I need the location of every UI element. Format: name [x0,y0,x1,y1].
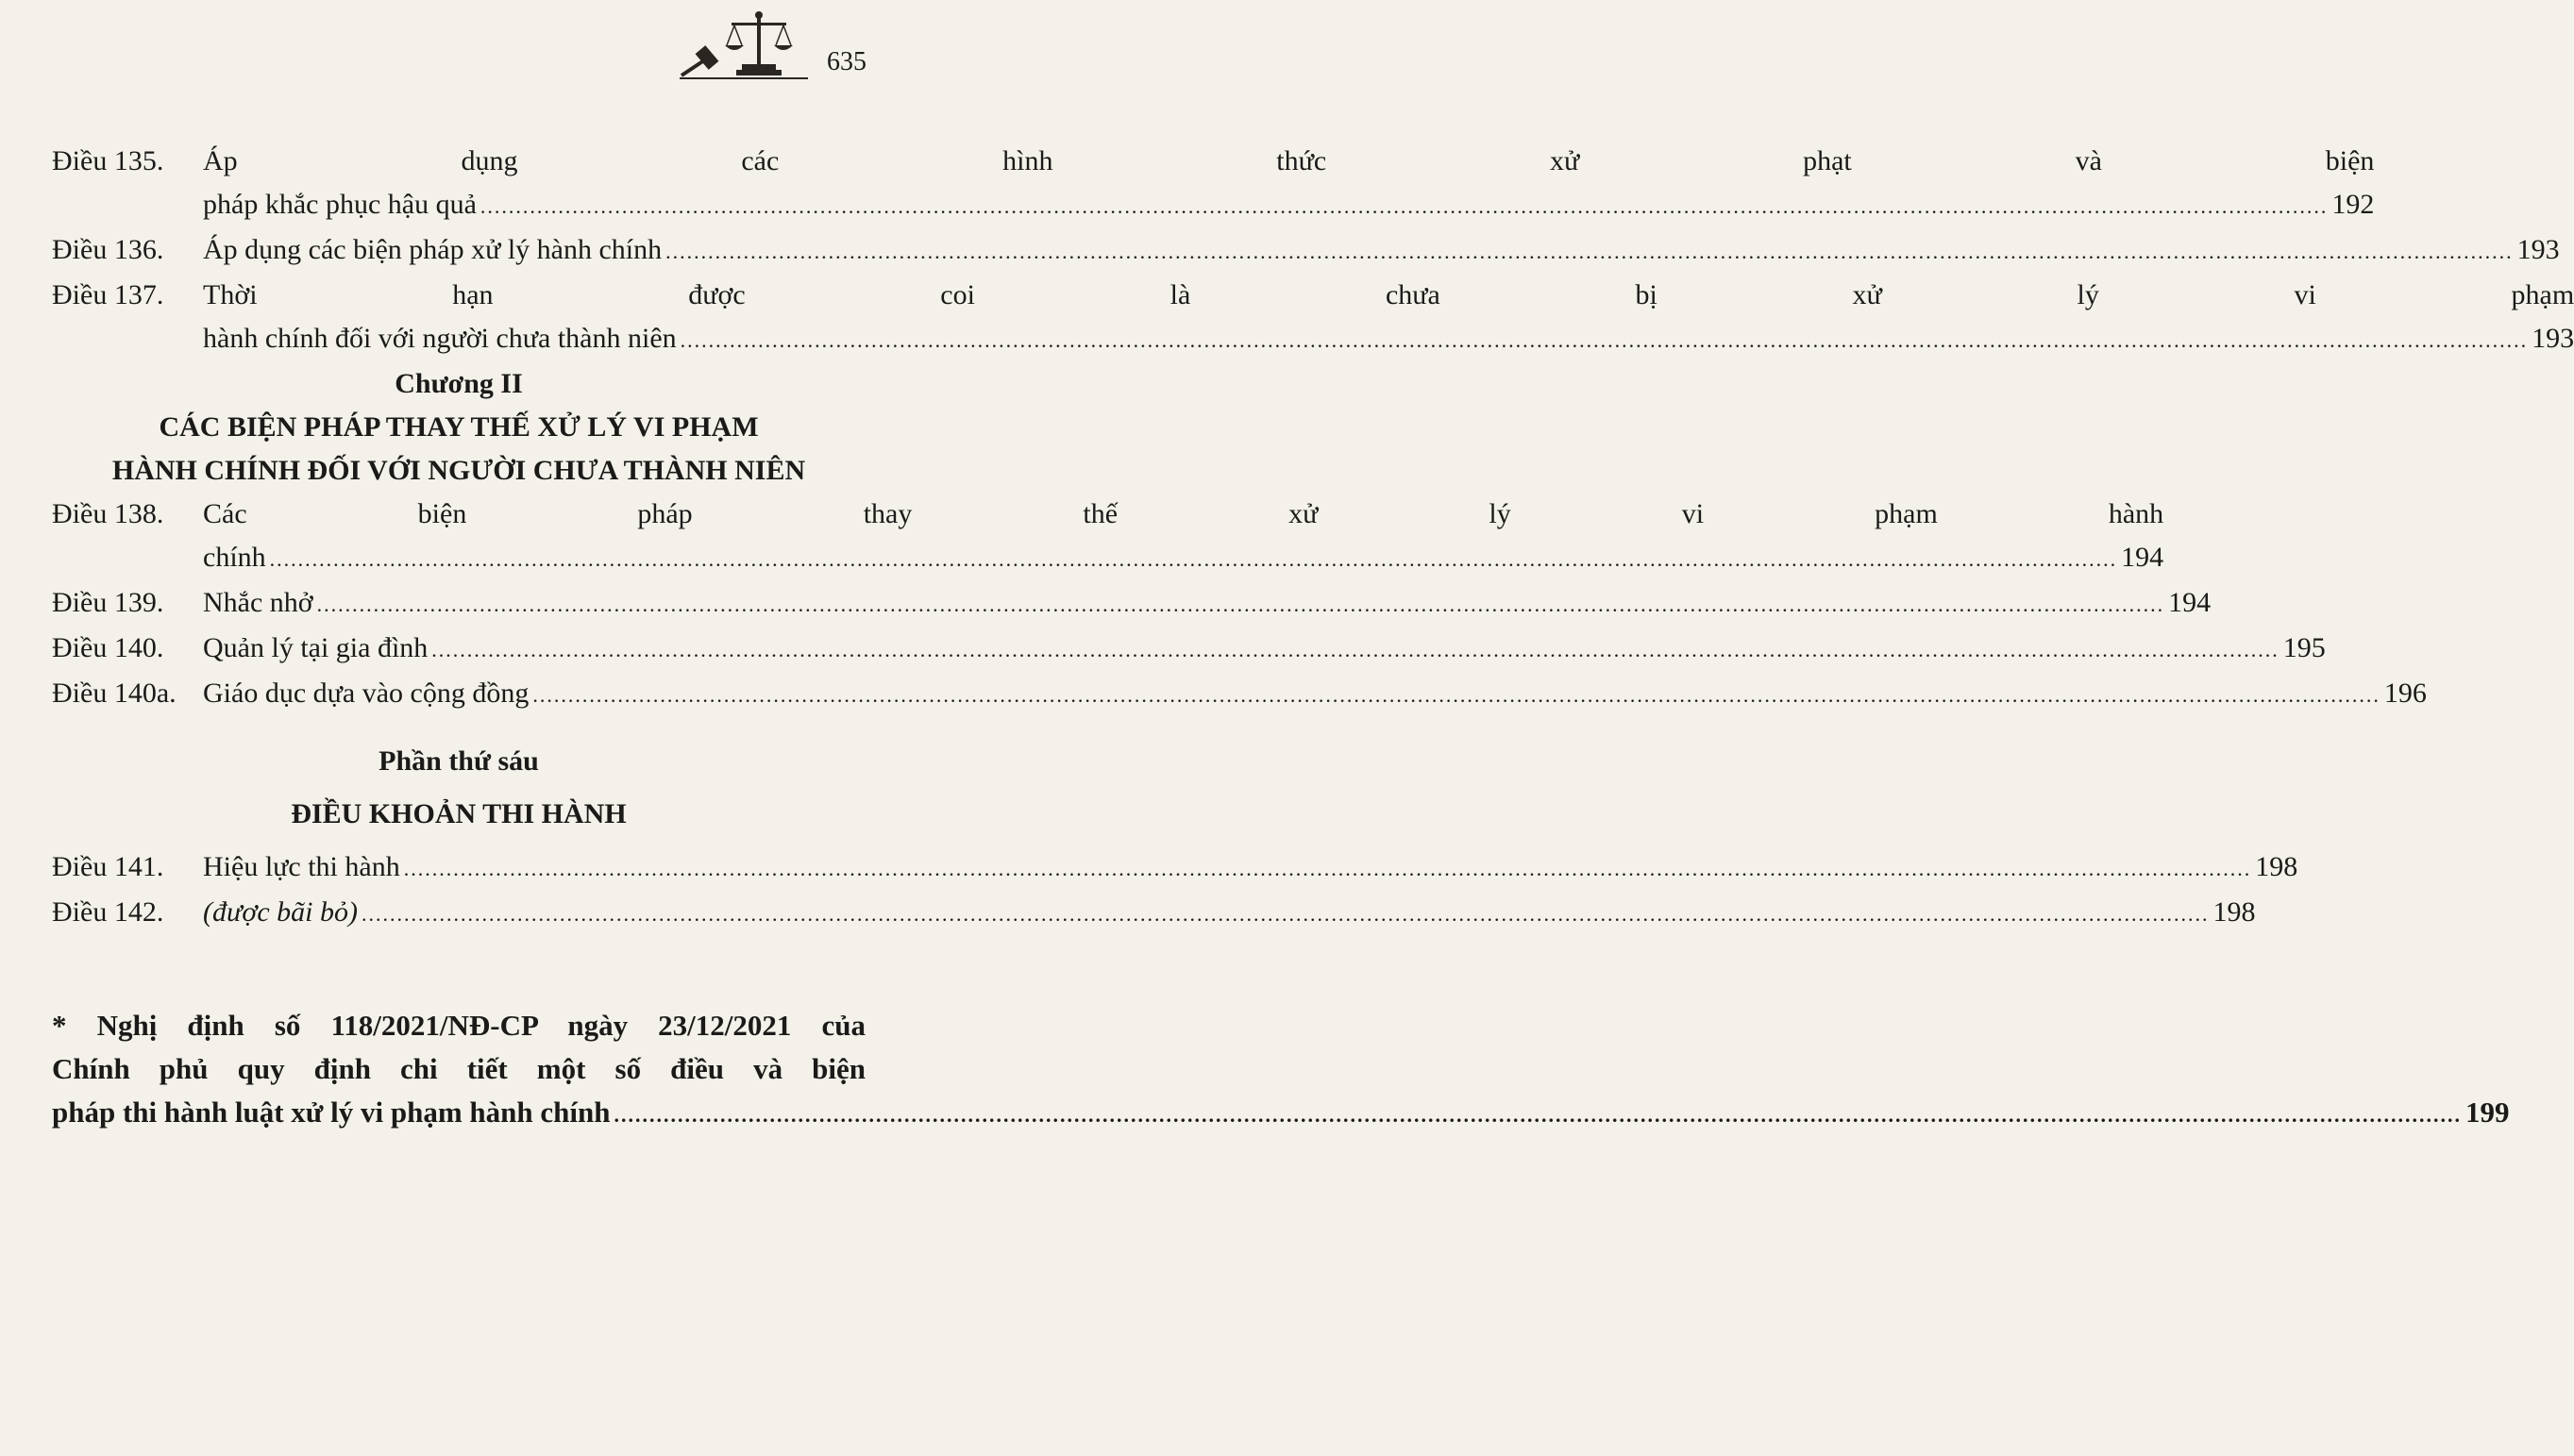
toc-entry-dieu-141 [52,845,2298,891]
dot-leader [614,1094,2463,1137]
entry-page: 198 [2255,851,2298,882]
entry-page: 195 [2282,632,2326,663]
toc-entry-dieu-137 [52,274,2574,362]
entry-page: 194 [2168,587,2212,618]
entry-page: 193 [2532,323,2574,354]
toc-entry-dieu-140a [52,672,2427,717]
article-number: Điều 142. [52,896,164,928]
dot-leader [404,847,2252,891]
dot-leader [480,185,2329,228]
dot-leader [665,230,2514,274]
entry-title-line: Quản lý tại gia đình [203,632,429,663]
chapter-title-line2: HÀNH CHÍNH ĐỐI VỚI NGƯỜI CHƯA THÀNH NIÊN [111,455,806,486]
article-number: Điều 140. [52,632,164,663]
entry-title-line: hành chính đối với người chưa thành niên [203,323,677,354]
article-number: Điều 140a. [52,678,177,709]
dot-leader [681,319,2529,362]
table-of-contents [52,140,2574,1137]
toc-entry-dieu-136 [52,228,2560,274]
article-number: Điều 139. [52,587,164,618]
entry-title-line: Áp dụng các hình thức xử phạt và biện [203,145,2375,176]
entry-page: 198 [2212,896,2256,928]
entry-title-line: Thời hạn được coi là chưa bị xử lý vi phạm [203,279,2574,310]
entry-title-line: Giáo dục dựa vào cộng đồng [203,678,530,709]
chapter-label: Chương II [395,368,523,399]
entry-page: 194 [2121,542,2164,573]
dot-leader [270,538,2118,581]
entry-title-line: Các biện pháp thay thế xử lý vi phạm hành [203,498,2164,529]
entry-title-line: Áp dụng các biện pháp xử lý hành chính [203,234,663,265]
entry-page: 196 [2383,678,2427,709]
toc-entry-dieu-140 [52,627,2326,672]
dot-leader [362,893,2210,936]
toc-entry-dieu-135 [52,140,2375,228]
article-number: Điều 137. [52,279,164,310]
article-number: Điều 136. [52,234,164,265]
decree-line: pháp thi hành luật xử lý vi phạm hành chính [52,1096,611,1129]
scales-of-justice-gavel-icon [680,8,812,83]
chapter-title-line1: CÁC BIỆN PHÁP THAY THẾ XỬ LÝ VI PHẠM [159,411,759,443]
entry-title-line: (được bãi bỏ) [203,896,359,928]
page-number: 635 [827,47,866,76]
entry-page: 192 [2331,189,2375,220]
entry-title-line: Nhắc nhở [203,587,313,618]
toc-entry-dieu-139 [52,581,2212,627]
entry-title-line: Hiệu lực thi hành [203,851,400,882]
toc-entry-dieu-138 [52,493,2164,581]
part-title: ĐIỀU KHOẢN THI HÀNH [291,798,627,829]
dot-leader [431,628,2280,672]
decree-line: Chính phủ quy định chi tiết một số điều và biện [52,1052,866,1085]
part-label: Phần thứ sáu [379,745,539,777]
dot-leader [317,583,2165,627]
article-number: Điều 141. [52,851,164,882]
decree-page: 199 [2465,1096,2510,1129]
entry-title-line: pháp khắc phục hậu quả [203,189,477,220]
dot-leader [532,674,2381,717]
entry-page: 193 [2516,234,2560,265]
decree-entry [52,1004,2510,1137]
toc-entry-dieu-142 [52,891,2256,936]
article-number: Điều 138. [52,498,164,529]
decree-line: * Nghị định số 118/2021/NĐ-CP ngày 23/12/2021 của [52,1009,866,1042]
article-number: Điều 135. [52,145,164,176]
entry-title-line: chính [203,542,266,573]
